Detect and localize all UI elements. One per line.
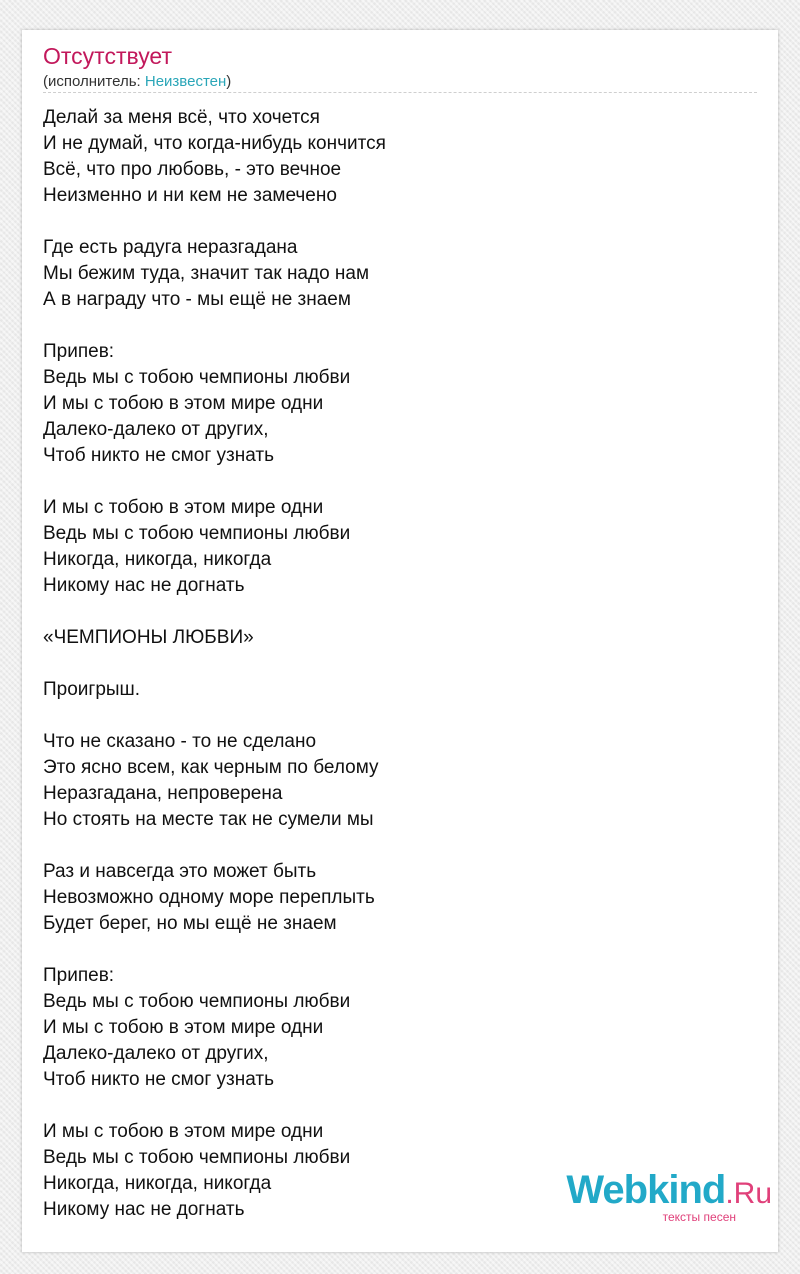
lyric-line: Ведь мы с тобою чемпионы любви (43, 1147, 351, 1168)
lyric-line (43, 937, 386, 963)
logo-word: Webkind (566, 1168, 726, 1212)
lyric-line: Где есть радуга неразгадана (43, 237, 298, 258)
lyric-line: И мы с тобою в этом мире одни (43, 393, 324, 414)
lyric-line: Неизменно и ни кем не замечено (43, 185, 337, 206)
byline-suffix: ) (226, 73, 232, 90)
lyric-line: Никогда, никогда, никогда (43, 1173, 272, 1194)
lyric-line: Делай за меня всё, что хочется (43, 107, 320, 128)
lyric-line (43, 703, 386, 729)
lyric-line (43, 651, 386, 677)
lyric-line: А в награду что - мы ещё не знаем (43, 289, 351, 310)
lyric-line: Мы бежим туда, значит так надо нам (43, 263, 370, 284)
logo-wordmark (566, 1170, 772, 1214)
artist-byline (43, 73, 231, 91)
artist-link[interactable]: Неизвестен (144, 73, 227, 90)
lyric-line: Припев: (43, 341, 115, 362)
lyrics-card (22, 30, 778, 1252)
site-logo[interactable] (566, 1170, 772, 1224)
lyric-line: Невозможно одному море переплыть (43, 887, 375, 908)
lyric-line: Всё, что про любовь, - это вечное (43, 159, 342, 180)
lyric-line: Будет берег, но мы ещё не знаем (43, 913, 337, 934)
lyric-line: И мы с тобою в этом мире одни (43, 1121, 324, 1142)
lyric-line: Ведь мы с тобою чемпионы любви (43, 991, 351, 1012)
lyric-line: Припев: (43, 965, 115, 986)
lyric-line: «ЧЕМПИОНЫ ЛЮБВИ» (43, 627, 254, 648)
lyric-line: Ведь мы с тобою чемпионы любви (43, 523, 351, 544)
lyric-line: Ведь мы с тобою чемпионы любви (43, 367, 351, 388)
lyric-line: Раз и навсегда это может быть (43, 861, 317, 882)
logo-tagline: тексты песен (662, 1210, 736, 1224)
lyric-line (43, 599, 386, 625)
lyric-line: Но стоять на месте так не сумели мы (43, 809, 374, 830)
lyric-line: Проигрыш. (43, 679, 141, 700)
lyric-line: Чтоб никто не смог узнать (43, 445, 274, 466)
title-divider (43, 92, 757, 93)
lyric-line: Никому нас не догнать (43, 575, 245, 596)
lyrics-body (43, 105, 386, 1223)
lyric-line (43, 313, 386, 339)
lyric-line (43, 833, 386, 859)
lyric-line: Что не сказано - то не сделано (43, 731, 317, 752)
lyric-line: И мы с тобою в этом мире одни (43, 1017, 324, 1038)
lyric-line: Чтоб никто не смог узнать (43, 1069, 274, 1090)
logo-tld: .Ru (725, 1177, 772, 1210)
lyric-line (43, 209, 386, 235)
lyric-line: Никогда, никогда, никогда (43, 549, 272, 570)
lyric-line (43, 469, 386, 495)
song-title: Отсутствует (43, 43, 172, 69)
lyric-line: И не думай, что когда-нибудь кончится (43, 133, 386, 154)
byline-prefix: (исполнитель: (43, 73, 145, 90)
lyric-line: Неразгадана, непроверена (43, 783, 283, 804)
lyric-line: Далеко-далеко от других, (43, 1043, 269, 1064)
lyric-line: И мы с тобою в этом мире одни (43, 497, 324, 518)
lyric-line: Далеко-далеко от других, (43, 419, 269, 440)
lyric-line: Никому нас не догнать (43, 1199, 245, 1220)
lyric-line (43, 1093, 386, 1119)
lyric-line: Это ясно всем, как черным по белому (43, 757, 379, 778)
